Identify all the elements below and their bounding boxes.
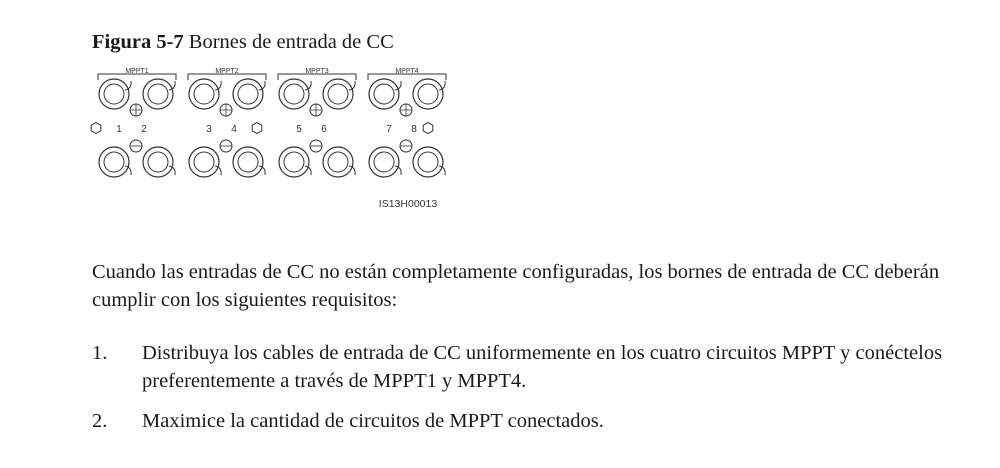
connector-ring	[104, 84, 124, 104]
terminal-number: 3	[206, 124, 212, 135]
figure-code: IS13H00013	[378, 198, 438, 210]
connector-ring	[238, 84, 258, 104]
connector-ring	[194, 152, 214, 172]
hex-nut-icon	[252, 123, 262, 134]
list-item	[92, 407, 972, 435]
terminal-number: 2	[141, 124, 147, 135]
list-item	[92, 339, 972, 395]
hex-nut-icon	[91, 123, 101, 134]
figure-caption	[92, 29, 394, 55]
mppt-label: MPPT1	[125, 68, 149, 75]
mppt-label: MPPT3	[305, 68, 329, 75]
connector-ring	[328, 84, 348, 104]
figure-title: Bornes de entrada de CC	[188, 31, 394, 53]
dc-terminals-diagram	[86, 64, 456, 214]
terminal-number: 1	[116, 124, 122, 135]
connector-ring	[284, 152, 304, 172]
terminal-number: 4	[231, 124, 237, 135]
connector-ring	[238, 152, 258, 172]
mppt-label: MPPT4	[395, 68, 419, 75]
connector-ring	[284, 84, 304, 104]
terminal-number: 7	[386, 124, 392, 135]
dc-terminals-figure	[86, 64, 456, 214]
connector-ring	[418, 152, 438, 172]
hex-nut-icon	[423, 123, 433, 134]
list-item-text: Distribuya los cables de entrada de CC uniformemente en los cuatro circuitos MPPT y conéctelos preferentemente a través de MPPT1 y MPPT4.	[142, 342, 943, 392]
connector-ring	[418, 84, 438, 104]
connector-ring	[148, 84, 168, 104]
connector-ring	[328, 152, 348, 172]
requirements-list	[92, 339, 972, 447]
terminal-number: 5	[296, 124, 302, 135]
list-item-number: 1.	[92, 342, 108, 364]
label-group	[116, 68, 437, 210]
intro-paragraph: Cuando las entradas de CC no están completamente configuradas, los bornes de entrada de CC deberán cumplir con los siguientes requisitos:	[92, 261, 940, 311]
figure-number: Figura 5-7	[92, 31, 184, 53]
list-item-number: 2.	[92, 410, 108, 432]
terminal-number: 8	[411, 124, 417, 135]
connector-ring	[194, 84, 214, 104]
connector-ring	[374, 152, 394, 172]
connector-ring	[104, 152, 124, 172]
connector-ring	[148, 152, 168, 172]
terminal-number: 6	[321, 124, 327, 135]
mppt-label: MPPT2	[215, 68, 239, 75]
list-item-text: Maximice la cantidad de circuitos de MPPT conectados.	[142, 410, 604, 432]
connector-ring	[374, 84, 394, 104]
